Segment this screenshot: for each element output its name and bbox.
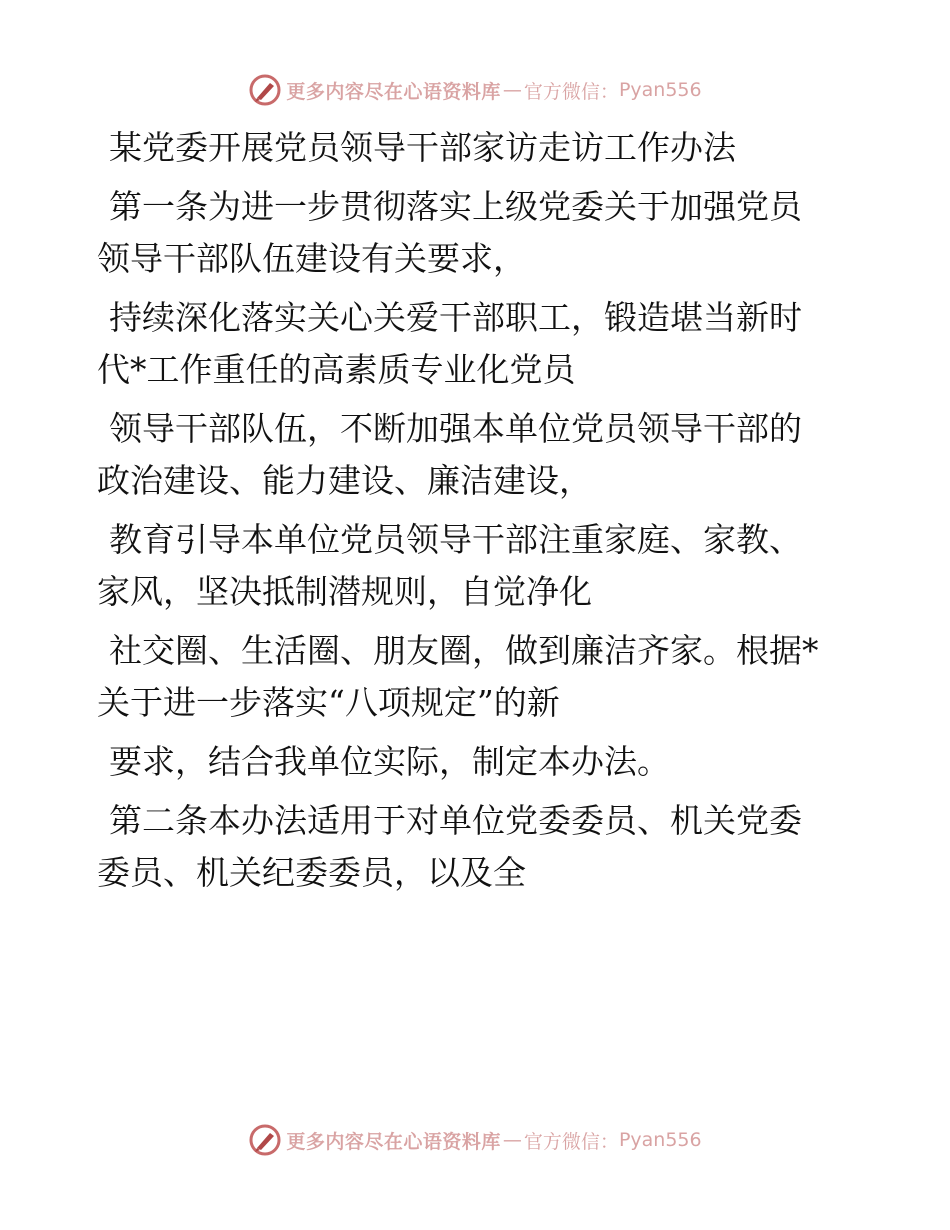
paragraph <box>97 795 837 899</box>
paragraph <box>97 514 837 618</box>
paragraph-line: 要求，结合我单位实际，制定本办法。 <box>109 742 670 781</box>
paragraph-line: 关于进一步落实“八项规定”的新 <box>97 683 560 722</box>
paragraph-line: 家风，坚决抵制潜规则，自觉净化 <box>97 572 592 611</box>
banner-wechat-id: Pyan556 <box>618 1129 702 1151</box>
title-line: 某党委开展党员领导干部家访走访工作办法 <box>109 128 736 167</box>
document-body <box>97 122 837 899</box>
paragraph <box>97 736 837 788</box>
banner-wechat-label: 官方微信： <box>523 1130 619 1153</box>
paragraph <box>97 403 837 507</box>
pen-logo-icon <box>248 73 282 107</box>
paragraph-line: 政治建设、能力建设、廉洁建设， <box>97 461 592 500</box>
banner-site-text: 更多内容尽在心语资料库 <box>286 80 501 103</box>
header-banner <box>0 70 950 110</box>
paragraph-line: 第二条本办法适用于对单位党委委员、机关党委 <box>109 801 802 840</box>
paragraph-line: 教育引导本单位党员领导干部注重家庭、家教、 <box>109 520 802 559</box>
banner-dash: — <box>502 1129 522 1151</box>
paragraph-line: 第一条为进一步贯彻落实上级党委关于加强党员 <box>109 187 802 226</box>
banner-dash: — <box>502 79 522 101</box>
paragraph <box>97 625 837 729</box>
banner-wechat-label: 官方微信： <box>523 80 619 103</box>
paragraph-line: 社交圈、生活圈、朋友圈，做到廉洁齐家。根据* <box>109 631 819 670</box>
paragraph <box>97 292 837 396</box>
paragraph-line: 委员、机关纪委委员，以及全 <box>97 853 526 892</box>
footer-banner <box>0 1120 950 1160</box>
banner-wechat-id: Pyan556 <box>618 79 702 101</box>
paragraph-line: 持续深化落实关心关爱干部职工，锻造堪当新时 <box>109 298 802 337</box>
paragraph-line: 领导干部队伍，不断加强本单位党员领导干部的 <box>109 409 802 448</box>
banner-site-text: 更多内容尽在心语资料库 <box>286 1130 501 1153</box>
pen-logo-icon <box>248 1123 282 1157</box>
paragraph-line: 代*工作重任的高素质专业化党员 <box>97 350 576 389</box>
document-title <box>97 122 837 174</box>
paragraph-line: 领导干部队伍建设有关要求， <box>97 239 526 278</box>
paragraph <box>97 181 837 285</box>
